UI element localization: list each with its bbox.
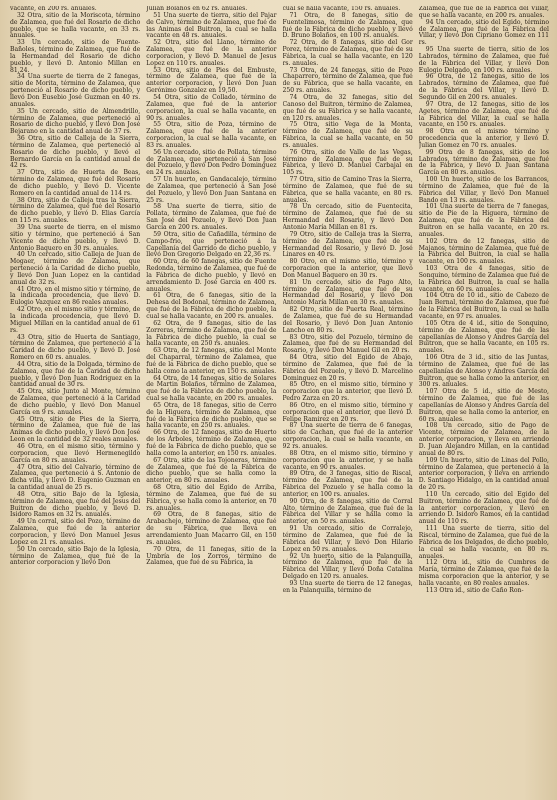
- property-entry: 49 Un corral, sitio del Pozo, término de Zalamea, que fué de la anterior corporacion, y llevó Don Manuel Jesus Lopez en 21 rs. anuales.: [10, 518, 141, 546]
- property-entry: 102 Otra de 12 fanegas, sitio de Majanos, término de Zalamea, que fué de la Fábrica del Buitron, la cual se halla vacante, en 100 rs. anuales.: [418, 237, 549, 266]
- property-entry: 98 Otra en el mismo término y procedencia que la anterior, y llevó D. Julian Gomez en 70 rs. anuales.: [418, 128, 549, 149]
- property-entry: 106 Otra de 3 id., sitio de las Juntas, término de Zalamea, que fué de las capellanías de Alonso y Andres García del Buitron, que se halla como la anterior, en 300 rs. anuales.: [418, 354, 549, 389]
- continued-paragraph: Julian Bolaños en 62 rs. anuales.: [146, 6, 248, 12]
- property-entry: 108 Un cercado, sitio de Pago de Vicente, término de Zalamea, de la anterior corporacion, y lleva en arriendo D. Juan Alejandro Millan, en la cantidad anual de 80 rs.: [418, 422, 549, 457]
- property-entry: 46 Otra, en el mismo sitio, término y corporacion, que llevó Hermenegildo García en 80 rs. anuales.: [10, 443, 141, 464]
- property-entry: 107 Otra de 5 id., sitio de Mesto, término de Zalamea, que fué de las capellanías de Alonso y Andres García del Buitron, que se halla como la anterior, en 60 rs. anuales.: [418, 388, 549, 423]
- property-entry: 59 Otra, sitio de Cañadilla, término de Campo-frio, que perteneció á la Capellanía del Garrido de dicho pueblo, y llevó Don Gregorio Delgado en 22,36 rs.: [146, 230, 277, 259]
- property-entry: 53 Otra, sitio de Pies del Embuste, término de Zalamea, que fué de la anterior corporacion, y llevó Don Juan Gerónimo Gonzalez en 19,50.: [146, 66, 277, 95]
- property-entry: 104 Otra de 10 id., sitio de Cabezo de Juan Bernal, término de Zalamea, que fué de la Fábrica del Buitron, la cual se halla vacante, en 97 rs. anuales.: [418, 292, 549, 320]
- property-entry: 92 Un huerto, sitio de la Palanquilla, término de Zalamea, que fué de la Fábrica del Villar, y llevó Doña Catalina Delgado en 120 rs. anuales.: [282, 552, 413, 581]
- property-entry: 56 Un cercado, sitio de Pollata, término de Zalamea, que perteneció á San José del Pozuelo, y llevó Don Pedro Dominguez en 24 rs. anuales.: [146, 148, 277, 177]
- property-entry: 101 Una suerte de tierra de 7 fanegas, sitio de Pie de la Higuera, término de Zalamea, que fué de la Fábrica del Buitron en se halla vacante, en 20 rs. anuales.: [418, 203, 549, 238]
- property-entry: 100 Un huerto, sitio de los Barrancos, término de Zalamea, que fué de la Fábrica del Villar, y llevó Don Manuel Bando en 13 rs. anuales.: [418, 176, 549, 204]
- property-entry: 78 Un cercado, sitio de Fuentecita, término de Zalamea, que fué de su Hermandad del Rosario, y llevó Don Antonio María Millan en 81 rs.: [282, 203, 413, 231]
- property-entry: 73 Otra, de 24 fanegas, sitio de Pozo Chaparrero, término de Zalamea, que fué de su Fábrica, que se halla vacante, en 250 rs. anuales.: [282, 66, 413, 95]
- property-entry: 34 Una suerte de tierra de 2 fanegas, sitio de Morita, término de Zalamea, que perteneció al Rosario de dicho pueblo, y llevó Don Eusebio José Guzman en 40 rs. anuales.: [10, 73, 141, 108]
- property-entry: 45 Otra, sitio de Pies de la Sierra, término de Zalamea, que fué de las Animas de dicho pueblo, y llevó Don José Leon en la cantidad de 32 reales anuales.: [10, 415, 141, 444]
- property-entry: 97 Otra, de 12 fanegas, sitio de los Agetes, término de Zalamea, que fué de la Fábrica del Villar, la cual se halla vacante, en 150 rs. anuales.: [418, 100, 549, 129]
- property-entry: 67 Otra, sitio de las Tojoneras, término de Zalamea, que fué de la Fábrica de dicho pueblo, que se halla como la anterior, en 80 rs. anuales.: [146, 456, 277, 485]
- property-entry: 57 Un huerto, en Gandacalejo, término de Zalamea, que perteneció á San José del Pozuelo, y llevó Don Juan Santana en 25 rs.: [146, 176, 277, 204]
- property-entry: 33 Un cercado, sitio de Fuente-Bañoles, término de Zalamea, que fué de la Hermandad del Rosario de dicho pueblo, y llevó D. Antonio Millan en 81,24.: [10, 39, 141, 74]
- property-entry: 81 Un cercado, sitio de Pago Alto, término de Zalamea, que fué de su Hermandad del Rosario, y llevó Don Antonio María Millan en 30 rs. anuales.: [282, 278, 413, 307]
- property-entry: 40 Un cercado, sitio Calleja de Juan de Mogaer, término de Zalamea, que perteneció á la Caridad de dicho pueblo, y llevó Don Juan Lopez en la cantidad anual de 32 rs.: [10, 251, 141, 286]
- text-columns: [10, 6, 549, 796]
- column-4: [419, 6, 549, 796]
- property-entry: 55 Otra, sitio de Poza, término de Zalamea, que fué de la anterior corporacion, la cual se halla vacante, en 83 rs. anuales.: [146, 121, 277, 149]
- property-entry: 42 Otro, en el mismo sitio y término, de la indicada procedencia, que llevó D. Miguel Millan en la cantidad anual de 61 rs.: [10, 306, 141, 334]
- property-entry: 105 Otra de 4 id., sitio de Sonquino, término de Zalamea, que fué de las capellanías de Alonso y Andres García del Buitron, que se halla vacante, en 105 rs. anuales.: [418, 319, 549, 355]
- property-entry: 62 Otra, de 9 fanegas, sitio de las Zorreras, término de Zalamea, que fué de la Fábrica de dicho pueblo, la cual se halla vacante, en 250 rs. anuales.: [146, 319, 277, 348]
- property-entry: 58 Una suerte de tierra, sitio de Pollata, término de Zalamea, que fué de San José del Pozuelo, y llevó Don Juan García en 200 rs. anuales.: [146, 203, 277, 231]
- property-entry: 111 Una suerte de tierra, sitio del Riscal, término de Zalamea, que fué de la Fábrica de los Delgados, de dicho pueblo, la cual se halla vacante, en 80 rs. anuales.: [418, 525, 549, 560]
- column-3: [283, 6, 413, 796]
- continued-paragraph: Zalamea, que fué de la Fábrica del Villar, que se halla vacante, en 200 rs. anuales.: [418, 6, 549, 19]
- property-entry: 39 Una suerte de tierra, en el mismo sitio y término, que perteneció á San Vicente de dicho pueblo, y llevó D. Antonio Baquero en 30 rs. anuales.: [10, 224, 141, 252]
- property-entry: 70 Otra, de 11 fanegas, sitio de la Umbría de los Zorros, término de Zalamea, que fué de su Fábrica, la: [146, 545, 277, 567]
- property-entry: 80 Otro, en el mismo sitio, término y corporacion que la anterior, que llevó Don Manuel Baquero en 30 rs.: [282, 258, 413, 279]
- property-entry: 37 Otra, sitio de Huerta de Beas, término de Zalamea, que fué del Rosario de dicho pueblo, y llevó D. Vicente Romero en la cantidad anual de 114 rs.: [10, 169, 141, 197]
- column-1: [10, 6, 140, 796]
- property-entry: 83 Otro, sitio del Pozuelo, término de Zalamea, que fué de su Hermandad del Rosario, y llevó Don Manuel Gil en 20 rs.: [282, 333, 413, 355]
- property-entry: 61 Otra, de 6 fanegas, sitio de la Dehesa del Bodonal, término de Zalamea, que fué de la Fábrica de dicho pueblo, la cual se halla vacante, en 200 rs. anuales.: [146, 292, 277, 320]
- property-entry: 96 Otra, de 12 fanegas, sitio de los Labrados, término de Zalamea, que fué de la Fábrica del Villar, y llevó D. Segundo Gil en 200 rs. anuales.: [418, 73, 549, 101]
- property-entry: 103 Otra de 4 fanegas, sitio de Sonquino, término de Zalamea que fué de la Fábrica del Buitron, la cual se halla vacante, en 60 rs. anuales.: [418, 265, 549, 293]
- property-entry: 52 Otra, sitio del Llano, término de Zalamea, que fué de la anterior corporacion, y llevó D. Manuel de Jesus Lopez en 110 rs. anuales.: [146, 39, 277, 67]
- property-entry: 71 Otra, de 8 fanegas, sitio de Fuentelimosa, término de Zalamea, que fué de la Fábrica de dicho pueblo, y llevó D. Bruno Bolaños, en 100 rs. anuales.: [282, 11, 413, 40]
- property-entry: 48 Otra, sitio Bajo de la Iglesia, término de Zalamea, que fué del Jesus del Buitron de dicho pueblo, y llevó D. Isidoro Ramos en 32 rs. anuales.: [10, 490, 141, 519]
- property-entry: 60 Otra, de 60 fanegas, sitio de Fuente Redonda, término de Zalamea, que fué de la Fábrica de dicho pueblo, y llevó en arrendamiento D. José Garcia en 400 rs. anuales.: [146, 258, 277, 293]
- column-2: [146, 6, 276, 796]
- property-entry: 94 Un cercado, sitio del Egido, término de Zalamea, que fué de la Fábrica del Villar, y llevó Don Cipriano Gomez en 111 rs.: [418, 18, 549, 47]
- property-entry: 85 Otro, en el mismo sitio, término y corporacion que la anterior, que llevó D. Pedro Zarza en 20 rs.: [282, 381, 413, 403]
- property-entry: 84 Otra, sitio del Egido de Abajo, término de Zalamea, que fué de la Fábrica del Pozuelo, y llevó D. Marcelino Dominguez en 20 rs.: [282, 354, 413, 382]
- property-entry: 113 Otra id., sitio de Caño Ron-: [425, 586, 524, 594]
- property-entry: 109 Un huerto, sitio de Linas del Pollo, término de Zalamea, que perteneció á la anterior corporacion, y lleva en arriendo D. Santiago Hidalgo, en la cantidad anual de 20 rs.: [418, 456, 549, 492]
- property-entry: 91 Un cercado, sitio de Corralejo, término de Zalamea, que fué de la Fábrica del Villar, y llevó Don Hilario Lopez en 50 rs. anuales.: [282, 525, 413, 553]
- property-entry: 47 Otra, sitio del Calvario, término de Zalamea, que perteneció á S. Antonio de dicha villa, y llevó D. Eugenio Guzman en la cantidad anual de 25 rs.: [10, 463, 141, 492]
- property-entry: 65 Otra, de 18 fanegas, sitio de Cerro de la Higuera, término de Zalamea, que fué de la Fábrica de dicho pueblo, que se halla vacante, en 250 rs. anuales.: [146, 401, 277, 430]
- property-entry: 99 Otra de 8 fanegas, sitio de los Labrados, término de Zalamea, que fué de la Fábrica, y llevó D. Juan Santana García en 80 rs. anuales.: [418, 148, 549, 177]
- property-entry: 69 Otra, de 8 fanegas, sitio de Arabachejo, término de Zalamea, que fué de su Fábrica, que lleva en arrendamiento Juan Macarro Gil, en 150 rs. anuales.: [146, 511, 277, 546]
- property-entry: 87 Una suerte de tierra de 6 fanegas, sitio de Cachan, que fué de la anterior corporacion, la cual se halla vacante, en 92 rs. anuales.: [282, 422, 413, 450]
- property-entry: 90 Otra, de 8 fanegas, sitio de Corral Alto, término de Zalamea, que fué de la Fábrica del Villar y se halla como la anterior, en 50 rs. anuales.: [282, 497, 413, 526]
- property-entry: 64 Otra, de 14 fanegas, sitio de Solares de Martin Bolaños, término de Zalamea, que fué de la Fábrica de dicho pueblo, la cual se halla vacante, en 200 rs. anuales.: [146, 374, 277, 403]
- property-entry: 82 Otro, sitio de Puerta Real, término de Zalamea, que fué de su Hermandad del Rosario, y llevó Don Juan Antonio Lancho en 80 rs.: [282, 306, 413, 334]
- property-entry: 32 Otra, sitio de la Moriscota, término de Zalamea, que fué del Rosario de dicho pueblo, que se halla vacante, en 33 rs. anuales.: [10, 11, 141, 40]
- continued-paragraph: vacante, en 200 rs. anuales.: [10, 6, 97, 12]
- property-entry: 72 Otra, de 8 fanegas, sitio del Gor Porez, término de Zalamea, que fué de su Fábrica, la cual se halla vacante, en 120 rs. anuales.: [282, 39, 413, 67]
- property-entry: 86 Otro, en el mismo sitio, término y corporacion que el anterior, que llevó D. Felipe Ramirez en 20 rs.: [282, 401, 413, 423]
- property-entry: 76 Otra, sitio de Valle de las Vegas, término de Zalamea, que fué de su Fábrica, y llevó D. Manuel Carbajal en 105 rs.: [282, 148, 413, 177]
- property-entry: 45 Otra, sitio Junto al Monte, término de Zalamea, que perteneció á la Caridad de dicho pueblo, y llevó Don Manuel García en 9 rs. anuales.: [10, 388, 141, 416]
- property-entry: 36 Otra, sitio de Calleja de la Sierra, término de Zalamea, que perteneció al Rosario de dicho pueblo, y llevó el Bernardo García en la cantidad anual de 42 rs.: [10, 135, 141, 170]
- property-entry: 41 Otro, en el mismo sitio y término, de la indicada procedencia, que llevó D. Eulogio Vazquez en 86 reales anuales.: [10, 285, 141, 307]
- continued-paragraph: cual se halla vacante, 150 rs. anuales.: [282, 6, 401, 12]
- property-entry: 93 Una suerte de tierra de 12 fanegas, en la Palanquilla, término de: [282, 579, 413, 594]
- property-entry: 95 Una suerte de tierra, sitio de los Labrados, término de Zalamea, que fué de la Fábrica del Villar, y llevó Don Eulogio Delgado, en 100 rs. anuales.: [418, 46, 549, 74]
- property-entry: 54 Otra, sitio de Collado, término de Zalamea, que fué de la anterior corporacion, la cual se halla vacante, en 90 rs. anuales.: [146, 93, 277, 122]
- property-entry: 63 Otra, de 12 fanegas, sitio del Monte del Chaparral, término de Zalamea, que fué de la Fábrica de dicho pueblo, que se halla como la anterior, en 150 rs. anuales.: [146, 347, 277, 375]
- property-entry: 79 Otro, sitio de Calleja tras la Sierra, término de Zalamea, que fué de su Hermandad del Rosario, y llevó D. José Linares en 40 rs.: [282, 230, 413, 259]
- property-entry: 112 Otra id., sitio de Cumbres de María, término de Zalamea, que fué de la misma corporacion que la anterior, y se halla vacante, en 80 reales anuales.: [418, 559, 549, 587]
- property-entry: 110 Un cercado, sitio del Egido del Buitron, término de Zalamea, que fué de la anterior corporacion, y llevó en arriendo D. Isidoro Ramos, en la cantidad anual de 110 rs.: [418, 490, 549, 526]
- property-entry: 66 Otra, de 12 fanegas, sitio de Huerto de los Árboles, término de Zalamea, que fué de la Fábrica de dicho pueblo, que se halla como la anterior, en 150 rs. anuales.: [146, 429, 277, 457]
- property-entry: 50 Un cercado, sitio Bajo de la Iglesia, término de Zalamea, que fué de la anterior corporacion y llevó Don: [10, 545, 141, 567]
- property-entry: 68 Otra, sitio del Egido de Arriba, término de Zalamea, que fué de su Fábrica, y se halla como la anterior, en 70 rs. anuales.: [146, 484, 277, 512]
- property-entry: 44 Otra, sitio de la Dolgada, término de Zalamea, que fué de la Caridad de dicho pueblo, y llevó Don Juan Rodriguez en la cantidad anual de 30 rs.: [10, 360, 141, 389]
- property-entry: 51 Una suerte de tierra, sitio del Pajar de Calvo, término de Zalamea, que fué de las Animas del Buitron, la cual se halla vacante en 48 rs. anuales.: [146, 11, 277, 40]
- property-entry: 75 Otra, sitio Vega de la Monta, término de Zalamea, que fué de su Fábrica, la cual se halla vacante, en 50 rs. anuales.: [282, 121, 413, 149]
- property-entry: 43 Otra, sitio de Huerta de Santiago, término de Zalamea, que perteneció á la Caridad de dicho pueblo, y llevó D. José Romero en 60 rs. anuales.: [10, 333, 141, 362]
- property-entry: 89 Otra, de 3 fanegas, sitio de Riscal, término de Zalamea, que fué de la Fábrica del Pozuelo y se halla como la anterior, en 100 rs. anuales.: [282, 470, 413, 498]
- property-entry: 74 Otra, de 32 fanegas, sitio del Canoso del Buitron, término de Zalamea, que fué de su Fábrica y se halla vacante, en 120 rs. anuales.: [282, 93, 413, 122]
- property-entry: 77 Otra, sitio de Camino Tras la Sierra, término de Zalamea, que fué de su Fábrica, que se halla vacante, en 80 rs. anuales.: [282, 176, 413, 204]
- property-entry: 38 Otra, sitio de Calleja tras la Sierra, término de Zalamea, que fué del Rosario de dicho pueblo, y llevó D. Elias García en 115 rs. anuales.: [10, 196, 141, 225]
- property-entry: 88 Otra, en el mismo sitio, término y corporacion que la anterior, y se halla vacante, en 90 rs. anuales.: [282, 449, 413, 471]
- property-entry: 35 Un cercado, sitio de Almendrillo, término de Zalamea, que perteneció al Rosario de dicho pueblo, y llevó Don José Bejarano en la cantidad anual de 37 rs.: [10, 107, 141, 136]
